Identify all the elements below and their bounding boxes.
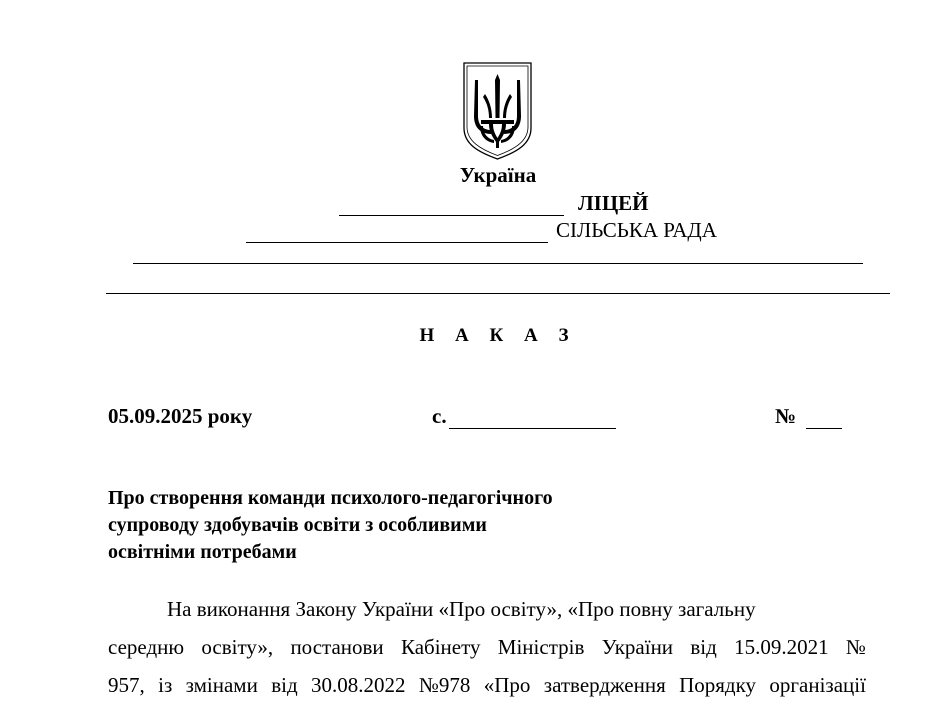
order-title: Н А К А З [419, 325, 577, 346]
body-line: На виконання Закону України «Про освіту», «Про повну загальну [167, 597, 756, 621]
body-word: 15.09.2021 [734, 635, 829, 659]
body-word: №978 [418, 673, 471, 697]
subject-line: освітніми потребами [108, 541, 297, 563]
body-word: організації [769, 673, 866, 697]
body-word: Міністрів [497, 635, 585, 659]
institution-line [339, 191, 649, 216]
body-word: України [601, 635, 674, 659]
number-blank [806, 408, 842, 429]
header-rule-2 [106, 293, 890, 294]
body-word: постанови [290, 635, 384, 659]
village-blank [449, 408, 616, 429]
subject-line: супроводу здобувачів освіти з особливими [108, 514, 487, 536]
body-word: від [690, 635, 717, 659]
body-line [108, 628, 866, 666]
body-word: затвердження [543, 673, 666, 697]
body-word: від [271, 673, 298, 697]
body-word: 957, [108, 673, 145, 697]
institution-blank [339, 195, 564, 216]
body-word: «Про [483, 673, 531, 697]
institution-label: ЛІЦЕЙ [578, 191, 649, 215]
order-body [108, 590, 868, 704]
subject-line: Про створення команди психолого-педагогічного [108, 487, 553, 509]
body-word: змінами [185, 673, 258, 697]
number-sign: № [775, 404, 797, 428]
body-line [108, 666, 866, 704]
body-word: Кабінету [400, 635, 481, 659]
order-number [775, 404, 842, 429]
body-word: Порядку [679, 673, 757, 697]
council-label: СІЛЬСЬКА РАДА [556, 218, 717, 242]
body-word: 30.08.2022 [310, 673, 406, 697]
council-line [246, 218, 717, 243]
country-name: Україна [459, 163, 537, 187]
body-word: із [158, 673, 173, 697]
order-village [432, 404, 616, 429]
body-word: освіту», [201, 635, 274, 659]
order-subject [108, 485, 668, 566]
village-prefix: с. [432, 404, 447, 428]
body-word: середню [108, 635, 185, 659]
coat-of-arms-icon [461, 60, 534, 160]
body-word: № [845, 635, 866, 659]
header-rule-1 [133, 263, 863, 264]
council-blank [246, 222, 548, 243]
order-date: 05.09.2025 року [108, 404, 253, 428]
